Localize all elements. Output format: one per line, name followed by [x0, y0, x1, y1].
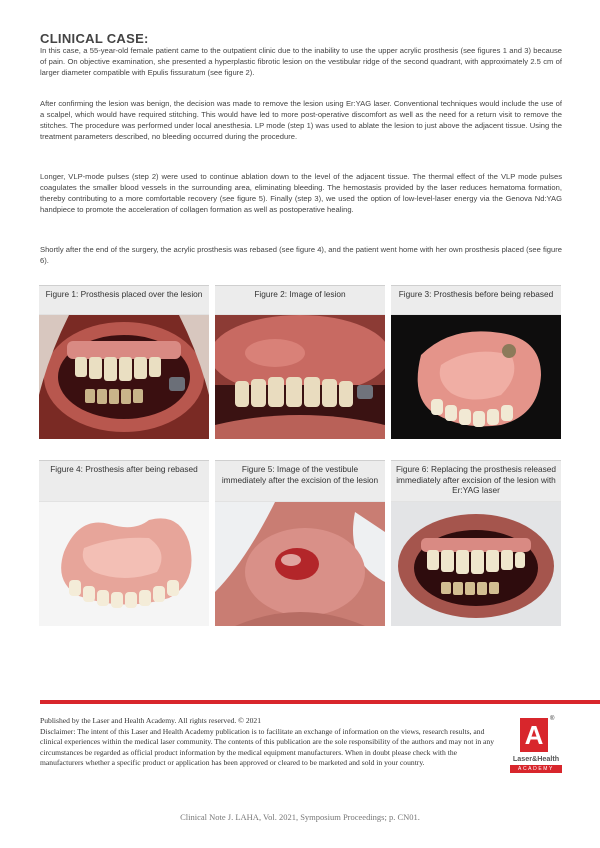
figure-6-photo: [391, 502, 561, 626]
figure-6: [391, 460, 561, 626]
figure-2: [215, 285, 385, 439]
laser-health-academy-logo: [510, 718, 562, 774]
logo-name: Laser&Health: [512, 754, 560, 763]
figure-2-photo: [215, 315, 385, 439]
paragraph-outcome: Shortly after the end of the surgery, the acrylic prosthesis was rebased (see figure 4), and the patient went home with her own prosthesis placed (see figure 6).: [40, 245, 562, 265]
figure-1: [39, 285, 209, 439]
figure-1-photo: [39, 315, 209, 439]
figure-3-photo: [391, 315, 561, 439]
copyright-notice: Published by the Laser and Health Academy. All rights reserved. © 2021: [40, 716, 262, 725]
figure-4-photo: [39, 502, 209, 626]
paragraph-procedure: After confirming the lesion was benign, the decision was made to remove the lesion using Er:YAG laser. Conventional techniques would include the use of a scalpel, which would have required stitching. This would have led to more post-operative discomfort as well as the need for a return visit to remove the stitches. The procedure was performed under local anesthesia. LP mode (step 1) was used to ablate the lesion to just above the adjacent tissue. Using the treatment parameters described, no bleeding occurred during the procedure.: [40, 99, 562, 141]
figure-5-photo: [215, 502, 385, 626]
registered-mark: ®: [550, 716, 555, 722]
paragraph-case-description: In this case, a 55-year-old female patient came to the outpatient clinic due to the inability to use the upper acrylic prosthesis (see figures 1 and 3) because of pain. On objective examination, she presented a hyperplastic fibrotic lesion on the vestibular ridge of the second quadrant, with approximately 2.5 cm of larger diameter compatible with Epulis fissuratum (see figure 2).: [40, 46, 562, 77]
page-title: CLINICAL CASE:: [40, 31, 149, 46]
paragraph-vlp-mode: Longer, VLP-mode pulses (step 2) were used to continue ablation down to the level of the adjacent tissue. The thermal effect of the VLP mode pulses coagulates the smaller blood vessels in the surrounding area, eliminating bleeding. The hemostasis provided by the laser reduces hematoma formation, thereby contributing to a more comfortable recovery (see figure 5). Finally (step 3), we used the option of low-level-laser energy via the Genova Nd:YAG handpiece to promote the acceleration of collagen formation as well as postoperative healing.: [40, 172, 562, 214]
logo-tagline: ACADEMY: [510, 765, 562, 773]
figure-caption: Figure 6: Replacing the prosthesis released immediately after excision of the lesion with Er:YAG laser: [391, 460, 561, 502]
figure-3: [391, 285, 561, 439]
figure-caption: Figure 2: Image of lesion: [215, 285, 385, 315]
figure-caption: Figure 1: Prosthesis placed over the lesion: [39, 285, 209, 315]
figure-caption: Figure 3: Prosthesis before being rebased: [391, 285, 561, 315]
figure-caption: Figure 4: Prosthesis after being rebased: [39, 460, 209, 502]
footer-divider: [40, 700, 600, 704]
figure-5: [215, 460, 385, 626]
citation: Clinical Note J. LAHA, Vol. 2021, Symposium Proceedings; p. CN01.: [180, 812, 420, 822]
figure-4: [39, 460, 209, 626]
footer-text: [40, 716, 502, 769]
disclaimer: Disclaimer: The intent of this Laser and Health Academy publication is to facilitate an exchange of information on the views, research results, and clinical experiences within the medical laser community. The contents of this publication are the sole responsibility of the authors and may not in any circumstances be regarded as official product information by the medical equipment manufacturers. When in doubt please check with the manufacturers whether a specific product or application has been approved or cleared to be marketed and sold in your country.: [40, 726, 495, 768]
logo-letter: A: [520, 718, 548, 752]
figure-caption: Figure 5: Image of the vestibule immediately after the excision of the lesion: [215, 460, 385, 502]
